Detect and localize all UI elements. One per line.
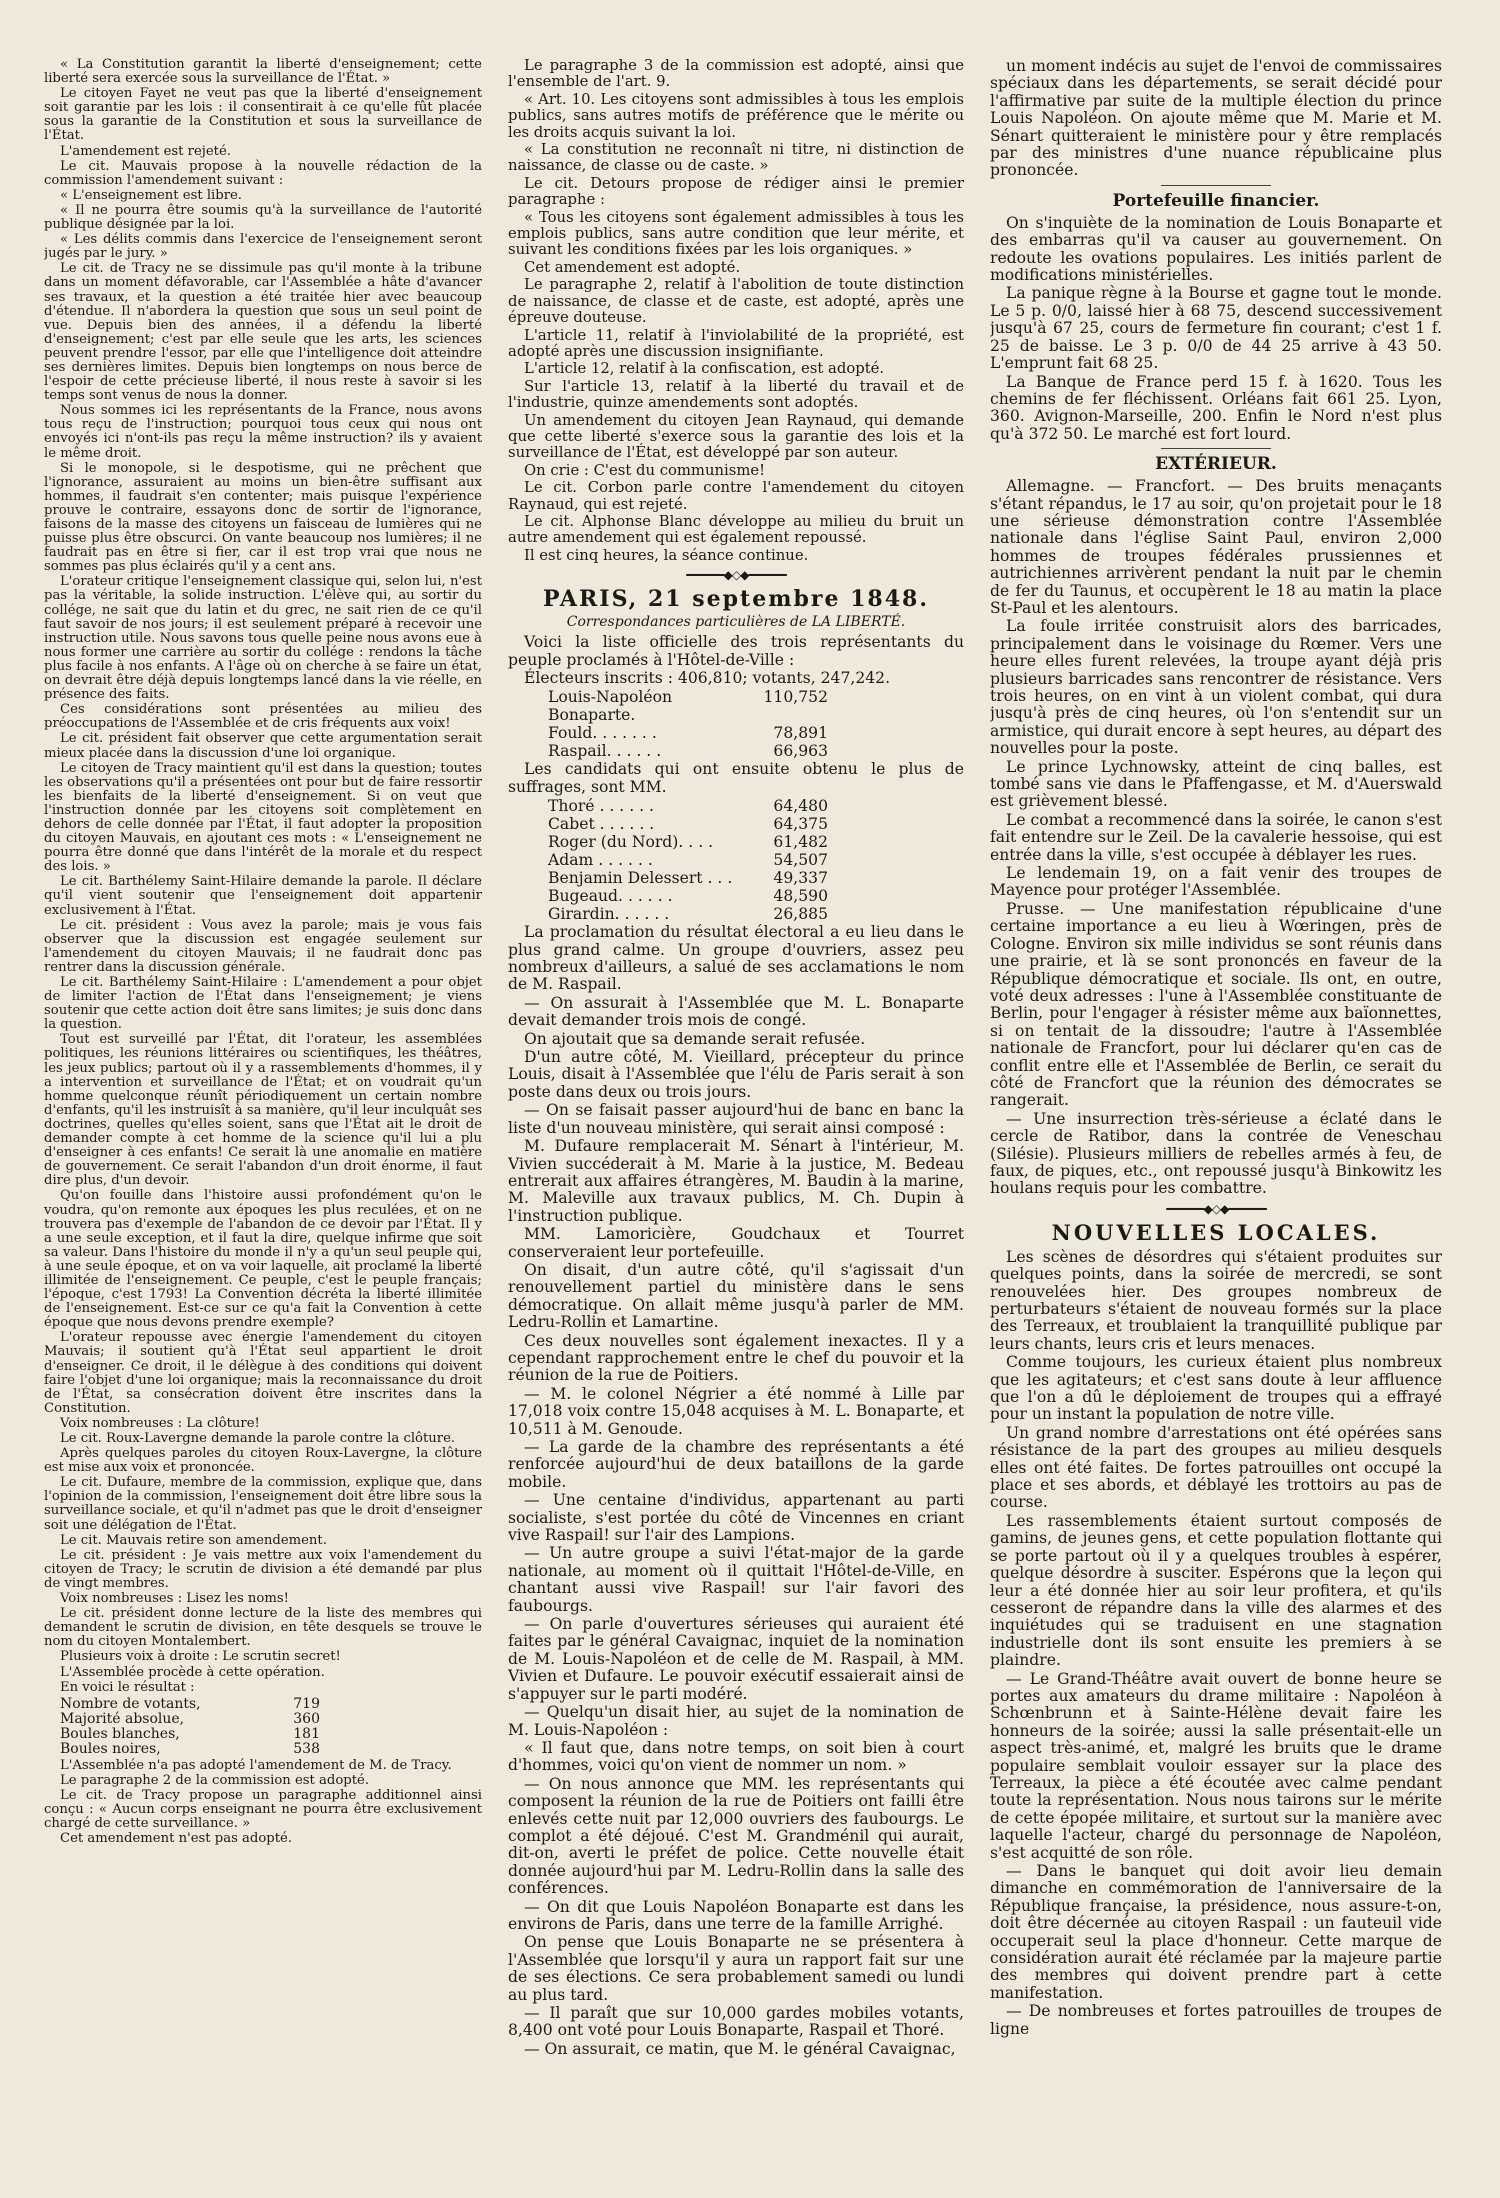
row-value: 61,482 bbox=[773, 833, 828, 852]
table-row bbox=[548, 869, 964, 887]
paragraph: Le paragraphe 2, relatif à l'abolition de toute distinction de naissance, de classe et de caste, est adopté, après une épreuve douteuse. bbox=[508, 276, 964, 327]
paragraph: — Une centaine d'individus, appartenant au parti socialiste, s'est portée du côté de Vincennes en criant vive Raspail! sur l'air des Lampions. bbox=[508, 1491, 964, 1545]
paragraph: « L'enseignement est libre. bbox=[60, 187, 243, 203]
row-label: Bugeaud. . . . . . bbox=[548, 887, 673, 906]
paragraph: D'un autre côté, M. Vieillard, précepteur du prince Louis, disait à l'Assemblée que l'élu de Paris serait à son poste dans deux ou trois jours. bbox=[508, 1048, 964, 1101]
paragraph: Si le monopole, si le despotisme, qui ne prêchent que l'ignorance, assuraient au moins un bien-être suffisant aux hommes, il faudrait s'en contenter; mais puisque l'expérience prouve le contraire, essayons donc de sortir de l'ignorance, faisons de la masse des citoyens un faisceau de lumières qui ne puisse plus être obscurci. On vante beaucoup nos lumières; il ne faudrait pas en être si fier, car il est trop vrai que nous ne sommes pas plus éclairés qu'il y a cent ans. bbox=[44, 460, 482, 575]
row-label: Thoré . . . . . . bbox=[548, 797, 654, 816]
row-value: 49,337 bbox=[773, 869, 828, 888]
paragraph: — On assurait, ce matin, que M. le général Cavaignac, bbox=[524, 2039, 956, 2058]
paragraph: — M. le colonel Négrier a été nommé à Lille par 17,018 voix contre 15,048 acquises à M. L. Bonaparte, et 10,511 à M. Genoude. bbox=[508, 1384, 964, 1438]
paragraph: L'article 12, relatif à la confiscation, est adopté. bbox=[524, 360, 885, 378]
paragraph: Le cit. Dufaure, membre de la commission, explique que, dans l'opinion de la commission, l'enseignement doit être libre sous la surveillance sociale, et qu'il n'admet pas que le droit d'enseigner soit une délégation de l'État. bbox=[44, 1475, 482, 1533]
table-row bbox=[548, 797, 964, 815]
table-row bbox=[548, 887, 964, 905]
row-value: 64,480 bbox=[773, 797, 828, 816]
paragraph: — De nombreuses et fortes patrouilles de troupes de ligne bbox=[990, 2002, 1442, 2038]
paragraph: M. Dufaure remplacerait M. Sénart à l'intérieur, M. Vivien succéderait à M. Marie à la justice, M. Bedeau entrerait aux affaires étrangères, M. Baudin à la marine, M. Maleville aux travaux publics, M. Ch. Dupin à l'instruction publique. bbox=[508, 1137, 964, 1225]
paragraph: Cet amendement est adopté. bbox=[524, 258, 741, 276]
divider bbox=[1161, 185, 1271, 186]
table-row bbox=[60, 1742, 482, 1757]
row-label: Benjamin Delessert . . . bbox=[548, 869, 733, 888]
paragraph: Le cit. de Tracy ne se dissimule pas qu'il monte à la tribune dans un moment défavorable, car l'Assemblée a hâte d'avancer ses travaux, et la question a été traitée hier avec beaucoup d'étendue. Il n'abordera la question que sous un seul point de vue. Depuis bien des années, il a défendu la liberté d'enseignement; c'est par elle seule que les arts, les sciences peuvent prendre l'essor, par elle que l'intelligence doit atteindre ses dernières limites. Depuis bien longtemps on nous berce de l'espoir de cette précieuse liberté, il nous reste à savoir si les temps sont venus de nous la donner. bbox=[44, 261, 482, 404]
paragraph: Le combat a recommencé dans la soirée, le canon s'est fait entendre sur le Zeil. De la cavalerie hessoise, qui est entrée dans la ville, s'est occupée à déblayer les rues. bbox=[990, 810, 1442, 864]
paragraph: « La constitution ne reconnaît ni titre, ni distinction de naissance, de classe ou de caste. » bbox=[508, 141, 964, 175]
row-label: Boules noires, bbox=[60, 1740, 161, 1757]
row-value: 48,590 bbox=[773, 887, 828, 906]
elected-list bbox=[548, 688, 964, 760]
paragraph: La proclamation du résultat électoral a eu lieu dans le plus grand calme. Un groupe d'ouvriers, assez peu nombreux d'ailleurs, a salué de ses acclamations le nom de M. Raspail. bbox=[508, 923, 964, 994]
paragraph: Voix nombreuses : Lisez les noms! bbox=[60, 1591, 289, 1607]
paragraph: Voici la liste officielle des trois représentants du peuple proclamés à l'Hôtel-de-Ville : bbox=[508, 633, 964, 669]
paragraph: — La garde de la chambre des représentants a été renforcée aujourd'hui de deux bataillons de la garde mobile. bbox=[508, 1438, 964, 1491]
correspondence-subtitle: Correspondances particulières de LA LIBERTÉ. bbox=[566, 614, 906, 631]
paragraph: — Un autre groupe a suivi l'état-major de la garde nationale, au moment où il quittait l'Hôtel-de-Ville, en chantant aussi vive Raspail! sur l'air favori des faubourgs. bbox=[508, 1544, 964, 1615]
paragraph: « Les délits commis dans l'exercice de l'enseignement seront jugés par le jury. » bbox=[44, 232, 482, 262]
paragraph: La Banque de France perd 15 f. à 1620. Tous les chemins de fer fléchissent. Orléans fait 661 25. Lyon, 360. Avignon-Marseille, 200. Enfin le Nord n'est plus qu'à 372 50. Le marché est fort lourd. bbox=[990, 372, 1442, 443]
paragraph: Le cit. Alphonse Blanc développe au milieu du bruit un autre amendement qui est également repoussé. bbox=[508, 512, 964, 547]
paragraph: Le prince Lychnowsky, atteint de cinq balles, est tombé sans vie dans le Pfaffengasse, et M. d'Auerswald est grièvement blessé. bbox=[990, 757, 1442, 811]
paragraph: un moment indécis au sujet de l'envoi de commissaires spéciaux dans les départements, se serait décidé pour l'affirmative par suite de la multiple élection du prince Louis Napoléon. On ajoute même que M. Marie et M. Sénart quitteraient le ministère pour y être remplacés par des ministres d'une nuance républicaine plus prononcée. bbox=[990, 58, 1442, 180]
candidate-list bbox=[548, 797, 964, 923]
paragraph: — Quelqu'un disait hier, au sujet de la nomination de M. Louis-Napoléon : bbox=[508, 1703, 964, 1739]
table-row bbox=[548, 833, 964, 851]
paragraph: Le cit. président : Vous avez la parole; mais je vous fais observer que la discussion est engagée seulement sur l'amendement du citoyen Mauvais; il ne faudrait donc pas rentrer dans la discussion générale. bbox=[44, 917, 482, 975]
row-label: Raspail. . . . . . bbox=[548, 742, 662, 761]
row-value: 538 bbox=[293, 1740, 320, 1757]
paragraph: Ces considérations sont présentées au milieu des préoccupations de l'Assemblée et de cris fréquents aux voix! bbox=[44, 702, 482, 732]
paragraph: On pense que Louis Bonaparte ne se présentera à l'Assemblée que lorsqu'il y aura un rapport fait sur une de ses élections. Ce sera probablement samedi ou lundi au plus tard. bbox=[508, 1933, 964, 2004]
row-label: Majorité absolue, bbox=[60, 1710, 185, 1727]
paragraph: Le cit. président fait observer que cette argumentation serait mieux placée dans la discussion d'une loi organique. bbox=[44, 731, 482, 761]
dateline-title: PARIS, 21 septembre 1848. bbox=[542, 586, 929, 613]
row-label: Cabet . . . . . . bbox=[548, 815, 655, 834]
row-value: 719 bbox=[293, 1695, 320, 1712]
paragraph: L'Assemblée n'a pas adopté l'amendement de M. de Tracy. bbox=[60, 1757, 452, 1773]
paragraph: Électeurs inscrits : 406,810; votants, 247,242. bbox=[524, 669, 891, 687]
paragraph: Sur l'article 13, relatif à la liberté du travail et de l'industrie, quinze amendements sont adoptés. bbox=[508, 377, 964, 412]
paragraph: Le cit. président donne lecture de la liste des membres qui demandent le scrutin de division, en tête desquels se trouve le nom du citoyen Montalembert. bbox=[44, 1606, 482, 1650]
row-value: 360 bbox=[293, 1710, 320, 1727]
column-2 bbox=[508, 58, 964, 2158]
column-1 bbox=[44, 58, 482, 2158]
paragraph: Le lendemain 19, on a fait venir des troupes de Mayence pour protéger l'Assemblée. bbox=[990, 864, 1442, 900]
table-row bbox=[548, 851, 964, 869]
row-value: 66,963 bbox=[773, 742, 828, 761]
paragraph: Le cit. Mauvais propose à la nouvelle rédaction de la commission l'amendement suivant : bbox=[44, 158, 482, 188]
paragraph: — On se faisait passer aujourd'hui de banc en banc la liste d'un nouveau ministère, qui serait ainsi composé : bbox=[508, 1101, 964, 1137]
divider bbox=[1161, 448, 1271, 449]
paragraph: L'Assemblée procède à cette opération. bbox=[60, 1664, 325, 1680]
paragraph: Les rassemblements étaient surtout composés de gamins, de jeunes gens, et cette population flottante qui se porte partout où il y a quelques troubles à espérer, quelque désordre à susciter. Espérons que la leçon qui leur a été donnée hier au soir leur profitera, et qu'ils cesseront de répandre dans la ville des alarmes et des inquiétudes qui se traduisent en une stagnation industrielle dont ils sont ensuite les premiers à se plaindre. bbox=[990, 1511, 1442, 1670]
paragraph: Cet amendement n'est pas adopté. bbox=[60, 1831, 293, 1847]
row-value: 26,885 bbox=[773, 905, 828, 924]
table-row bbox=[548, 724, 964, 742]
paragraph: Ces deux nouvelles sont également inexactes. Il y a cependant rapprochement entre le chef du pouvoir et la réunion de la rue de Poitiers. bbox=[508, 1331, 964, 1385]
paragraph: Le citoyen Fayet ne veut pas que la liberté d'enseignement soit garantie par les lois : il consentirait à ce qu'elle fût placée sous la garantie de la Constitution et sous la surveillance de l'État. bbox=[44, 86, 482, 144]
paragraph: L'amendement est rejeté. bbox=[60, 143, 231, 159]
section-heading-locales: NOUVELLES LOCALES. bbox=[1051, 1219, 1381, 1245]
row-label: Girardin. . . . . . bbox=[548, 905, 670, 924]
paragraph: L'article 11, relatif à l'inviolabilité de la propriété, est adopté après une discussion insignifiante. bbox=[508, 326, 964, 360]
paragraph: L'orateur repousse avec énergie l'amendement du citoyen Mauvais; il soutient qu'à l'État seul appartient le droit d'enseigner. Ce droit, il le délègue à des conditions qui doivent faire l'objet d'une loi organique; mais la reconnaissance du droit de l'État, sa consécration doivent être inscrites dans la Constitution. bbox=[44, 1330, 482, 1416]
paragraph: Le cit. Roux-Lavergne demande la parole contre la clôture. bbox=[60, 1431, 456, 1446]
table-row bbox=[60, 1727, 482, 1742]
paragraph: Il est cinq heures, la séance continue. bbox=[524, 546, 809, 564]
paragraph: — Le Grand-Théâtre avait ouvert de bonne heure se portes aux amateurs du drame militaire : Napoléon à Schœnbrunn et à Sainte-Hélène devait faire les honneurs de la soirée; aussi la salle présentait-elle un aspect très-animé, et, malgré les bruits que le drame populaire semblait vouloir essayer sur la place des Terreaux, la pièce a été écoutée avec calme pendant toute la représentation. Nous nous tairons sur le mérite de cette épopée militaire, et surtout sur la manière avec laquelle l'acteur, chargé du personnage de Napoléon, s'est acquitté de son rôle. bbox=[990, 1669, 1442, 1862]
row-label: Adam . . . . . . bbox=[548, 851, 653, 870]
row-value: 64,375 bbox=[773, 815, 828, 834]
paragraph: « Art. 10. Les citoyens sont admissibles à tous les emplois publics, sans autres motifs de préférence que le mérite ou les droits acquis suivant la loi. bbox=[508, 90, 964, 141]
paragraph: Le citoyen de Tracy maintient qu'il est dans la question; toutes les observations qu'il a présentées ont pour but de faire ressortir les bienfaits de la liberté d'enseignement. Si on veut que l'instruction donnée par les citoyens soit complètement en dehors de celle donnée par l'État, il faut adopter la proposition du citoyen Mauvais, en ajoutant ces mots : « L'enseignement ne pourra être donné que dans l'intérêt de la morale et du respect des lois. » bbox=[44, 760, 482, 875]
paragraph: On ajoutait que sa demande serait refusée. bbox=[524, 1029, 866, 1048]
paragraph: — On assurait à l'Assemblée que M. L. Bonaparte devait demander trois mois de congé. bbox=[508, 993, 964, 1030]
row-label: Louis-Napoléon Bonaparte. bbox=[548, 688, 673, 725]
paragraph: — On parle d'ouvertures sérieuses qui auraient été faites par le général Cavaignac, inquiet de la nomination de M. Louis-Napoléon et de celle de M. Raspail, à MM. Vivien et Dufaure. Le pouvoir exécutif essaierait ainsi de s'appuyer sur le parti modéré. bbox=[508, 1615, 964, 1703]
paragraph: Le paragraphe 2 de la commission est adopté. bbox=[60, 1772, 370, 1788]
table-row bbox=[548, 905, 964, 923]
paragraph: On disait, d'un autre côté, qu'il s'agissait d'un renouvellement partiel du ministère dans le sens démocratique. On allait même jusqu'à parler de MM. Ledru-Rollin et Lamartine. bbox=[508, 1260, 964, 1332]
paragraph: Le cit. Corbon parle contre l'amendement du citoyen Raynaud, qui est rejeté. bbox=[508, 479, 964, 513]
paragraph: Qu'on fouille dans l'histoire aussi profondément qu'on le voudra, qu'on remonte aux époques les plus reculées, et on ne trouvera pas d'exemple de l'abandon de ce devoir par l'État. Il y a une seule exception, et il faut la dire, quelque infirme que soit sa valeur. Dans l'histoire du monde il n'y a qu'un seul peuple qui, à une seule époque, et on va voir laquelle, ait proclamé la liberté illimitée de l'enseignement. Ce peuple, c'est le peuple français; l'époque, c'est 1793! La Convention décréta la liberté illimitée de l'enseignement. Est-ce sur ce qu'a fait la Convention à cette époque que nous devons prendre exemple? bbox=[44, 1188, 482, 1331]
row-label: Roger (du Nord). . . . bbox=[548, 833, 714, 852]
paragraph: Tout est surveillé par l'État, dit l'orateur, les assemblées politiques, les réunions littéraires ou scientifiques, les théâtres, les jeux publics; partout où il y a rassemblements d'hommes, il y a intervention et surveillance de l'État; et on voudrait qu'un homme quelconque réunît périodiquement un certain nombre d'enfants, qu'il les instruisît à sa manière, qu'il leur inculquât ses doctrines, quelles qu'elles soient, sans que l'État ait le droit de demander compte à cet homme de la science qu'il lui a plu d'enseigner à ces enfants! Ce serait là une anomalie en matière de gouvernement. Ce serait l'abandon d'un droit énorme, il faut dire plus, d'un devoir. bbox=[44, 1032, 482, 1189]
row-value: 78,891 bbox=[773, 724, 828, 743]
ornament-divider: ━━━━━━◆◇◆━━━━━━ bbox=[1166, 1201, 1266, 1216]
vote-result-table bbox=[60, 1697, 482, 1757]
row-label: Nombre de votants, bbox=[60, 1695, 201, 1712]
paragraph: Le cit. Detours propose de rédiger ainsi le premier paragraphe : bbox=[508, 174, 964, 209]
table-row bbox=[60, 1697, 482, 1712]
paragraph: Allemagne. — Francfort. — Des bruits menaçants s'étant répandus, le 17 au soir, qu'on projetait pour le 18 une sérieuse démonstration contre l'Assemblée nationale dans l'église Saint Paul, environ 2,000 hommes de troupes fédérales prussiennes et autrichiennes arrivèrent pendant la nuit par le chemin de fer du Taunus, et occupèrent le 18 au matin la place St-Paul et les alentours. bbox=[990, 477, 1442, 617]
paragraph: Un grand nombre d'arrestations ont été opérées sans résistance de la part des groupes au milieu desquels elles ont été faites. De fortes patrouilles ont occupé la place et ses abords, et déblayé les trottoirs au pas de course. bbox=[990, 1423, 1442, 1512]
paragraph: La panique règne à la Bourse et gagne tout le monde. Le 5 p. 0/0, laissé hier à 68 75, descend successivement jusqu'à 67 25, cours de fermeture fin courant; c'est 1 f. 25 de baisse. Le 3 p. 0/0 de 44 25 arrive à 43 50. L'emprunt fait 68 25. bbox=[990, 284, 1442, 373]
paragraph: On s'inquiète de la nomination de Louis Bonaparte et des embarras qu'il va causer au gouvernement. On redoute les ovations populaires. Les initiés parlent de modifications ministérielles. bbox=[990, 213, 1442, 285]
table-row bbox=[548, 815, 964, 833]
paragraph: Voix nombreuses : La clôture! bbox=[60, 1415, 260, 1431]
paragraph: La foule irritée construisit alors des barricades, principalement dans le voisinage du Rœmer. Vers une heure elles furent relevées, la troupe ayant déjà pris plusieurs barricades sans rencontrer de résistance. Vers trois heures, on en vint à un violent combat, qui dura jusqu'à près de cinq heures, où l'on s'entendit sur un armistice, qui durait encore à sept heures, au départ des nouvelles pour la poste. bbox=[990, 617, 1442, 758]
paragraph: « Tous les citoyens sont également admissibles à tous les emplois publics, sans autre condition que leur mérite, et suivant les conditions fixées par les lois organiques. » bbox=[508, 208, 964, 259]
paragraph: En voici le résultat : bbox=[60, 1679, 195, 1695]
paragraph: — On dit que Louis Napoléon Bonaparte est dans les environs de Paris, dans une terre de la famille Arrighé. bbox=[508, 1897, 964, 1933]
paragraph: Plusieurs voix à droite : Le scrutin secret! bbox=[60, 1649, 341, 1665]
table-row bbox=[548, 688, 964, 724]
section-heading-finance: Portefeuille financier. bbox=[1112, 190, 1320, 211]
paragraph: — On nous annonce que MM. les représentants qui composent la réunion de la rue de Poitiers ont failli être enlevés cette nuit par 12,000 ouvriers des faubourgs. Le complot a été déjoué. C'est M. Grandménil qui aurait, dit-on, averti le préfet de police. Cette nouvelle était donnée aujourd'hui par M. Ledru-Rollin dans la salle des conférences. bbox=[508, 1774, 964, 1898]
paragraph: Le cit. Barthélemy Saint-Hilaire : L'amendement a pour objet de limiter l'action de l'État dans l'enseignement; je viens soutenir que cette action doit être sans limites; je suis donc dans la question. bbox=[44, 975, 482, 1033]
row-value: 181 bbox=[293, 1725, 320, 1742]
table-row bbox=[60, 1712, 482, 1727]
paragraph: — Il paraît que sur 10,000 gardes mobiles votants, 8,400 ont voté pour Louis Bonaparte, Raspail et Thoré. bbox=[508, 2004, 964, 2040]
paragraph: Les candidats qui ont ensuite obtenu le plus de suffrages, sont MM. bbox=[508, 760, 964, 796]
paragraph: Le cit. de Tracy propose un paragraphe additionnel ainsi conçu : « Aucun corps enseignant ne pourra être exclusivement chargé de cette surveillance. » bbox=[44, 1787, 482, 1832]
section-heading-exterieur: EXTÉRIEUR. bbox=[1155, 454, 1277, 475]
paragraph: « Il faut que, dans notre temps, on soit bien à court d'hommes, voici qu'on vient de nommer un nom. » bbox=[508, 1738, 964, 1775]
paragraph: « La Constitution garantit la liberté d'enseignement; cette liberté sera exercée sous la surveillance de l'État. » bbox=[44, 58, 482, 87]
paragraph: Les scènes de désordres qui s'étaient produites sur quelques points, dans la soirée de mercredi, se sont renouvelées hier. Des groupes nombreux de perturbateurs s'étaient de nouveau formés sur la place des Terreaux, et troublaient la tranquillité publique par leurs chants, leurs cris et leurs menaces. bbox=[990, 1247, 1442, 1353]
paragraph: On crie : C'est du communisme! bbox=[524, 461, 766, 479]
paragraph: Après quelques paroles du citoyen Roux-Lavergne, la clôture est mise aux voix et prononcée. bbox=[44, 1446, 482, 1476]
table-row bbox=[548, 742, 964, 760]
ornament-divider: ━━━━━━◆◇◆━━━━━━ bbox=[686, 568, 786, 583]
paragraph: — Une insurrection très-sérieuse a éclaté dans le cercle de Ratibor, dans la contrée de Veneschau (Silésie). Plusieurs milliers de rebelles armés à feu, de faux, de piques, etc., ont repoussé jusqu'à Binkowitz les houlans requis pour les combattre. bbox=[990, 1109, 1442, 1198]
paragraph: L'orateur critique l'enseignement classique qui, selon lui, n'est pas la véritable, la solide instruction. L'élève qui, au sortir du collége, ne sait que du latin et du grec, ne sait rien de ce qu'il faut savoir de nos jours; il est seulement préparé à recevoir une instruction utile. Nous savons tous quelle peine nous avons eue à nous former une carrière au sortir du collége : rendons la tâche plus facile à nos enfants. A l'âge où on cherche à se faire un état, on devrait être déjà depuis longtemps lancé dans la vie réelle, en présence des faits. bbox=[44, 574, 482, 703]
row-label: Fould. . . . . . . bbox=[548, 724, 657, 743]
row-value: 54,507 bbox=[773, 851, 828, 870]
row-value: 110,752 bbox=[763, 688, 828, 707]
column-3 bbox=[990, 58, 1442, 2158]
paragraph: Comme toujours, les curieux étaient plus nombreux que les agitateurs; et c'est sans doute à leur affluence que l'on a dû le déploiement de troupes qui a effrayé pour un instant la population de notre ville. bbox=[990, 1353, 1442, 1424]
paragraph: Nous sommes ici les représentants de la France, nous avons tous reçu de l'instruction; pourquoi tous ceux qui nous ont envoyés ici n'ont-ils pas reçu la même instruction? ils y avaient le même droit. bbox=[44, 403, 482, 461]
paragraph: Le cit. Mauvais retire son amendement. bbox=[60, 1532, 327, 1548]
paragraph: Le cit. président : Je vais mettre aux voix l'amendement du citoyen de Tracy; le scrutin de division a été demandé par plus de vingt membres. bbox=[44, 1547, 482, 1591]
paragraph: « Il ne pourra être soumis qu'à la surveillance de l'autorité publique désignée par la loi. bbox=[44, 202, 482, 233]
row-label: Boules blanches, bbox=[60, 1725, 180, 1742]
paragraph: Un amendement du citoyen Jean Raynaud, qui demande que cette liberté s'exerce sous la garantie des lois et la surveillance de l'État, est développé par son auteur. bbox=[508, 411, 964, 462]
paragraph: Le paragraphe 3 de la commission est adopté, ainsi que l'ensemble de l'art. 9. bbox=[508, 58, 964, 91]
paragraph: MM. Lamoricière, Goudchaux et Tourret conserveraient leur portefeuille. bbox=[508, 1225, 964, 1261]
paragraph: Prusse. — Une manifestation républicaine d'une certaine importance a eu lieu à Wœringen, près de Cologne. Environ six mille individus se sont réunis dans une prairie, et là se sont prononcés en faveur de la République démocratique et sociale. Ils ont, en outre, voté deux adresses : l'une à l'Assemblée constituante de Berlin, pour l'engager à résister même aux baïonnettes, si on tentait de la dissoudre; l'autre à l'Assemblée nationale de Francfort, pour lui déclarer qu'en cas de conflit entre elle et l'Assemblée de Berlin, ce serait du côté de Francfort que la réunion des démocrates se rangerait. bbox=[990, 899, 1442, 1110]
paragraph: — Dans le banquet qui doit avoir lieu demain dimanche en commémoration de l'anniversaire de la République française, la présidence, nous assure-t-on, doit être décernée au citoyen Raspail : un fauteuil vide occuperait seul la place d'honneur. Cette marque de considération aurait été réclamée par la majeure partie des membres qui doivent prendre part à cette manifestation. bbox=[990, 1862, 1442, 2002]
paragraph: Le cit. Barthélemy Saint-Hilaire demande la parole. Il déclare qu'il vient soutenir que l'enseignement doit appartenir exclusivement à l'État. bbox=[44, 874, 482, 918]
